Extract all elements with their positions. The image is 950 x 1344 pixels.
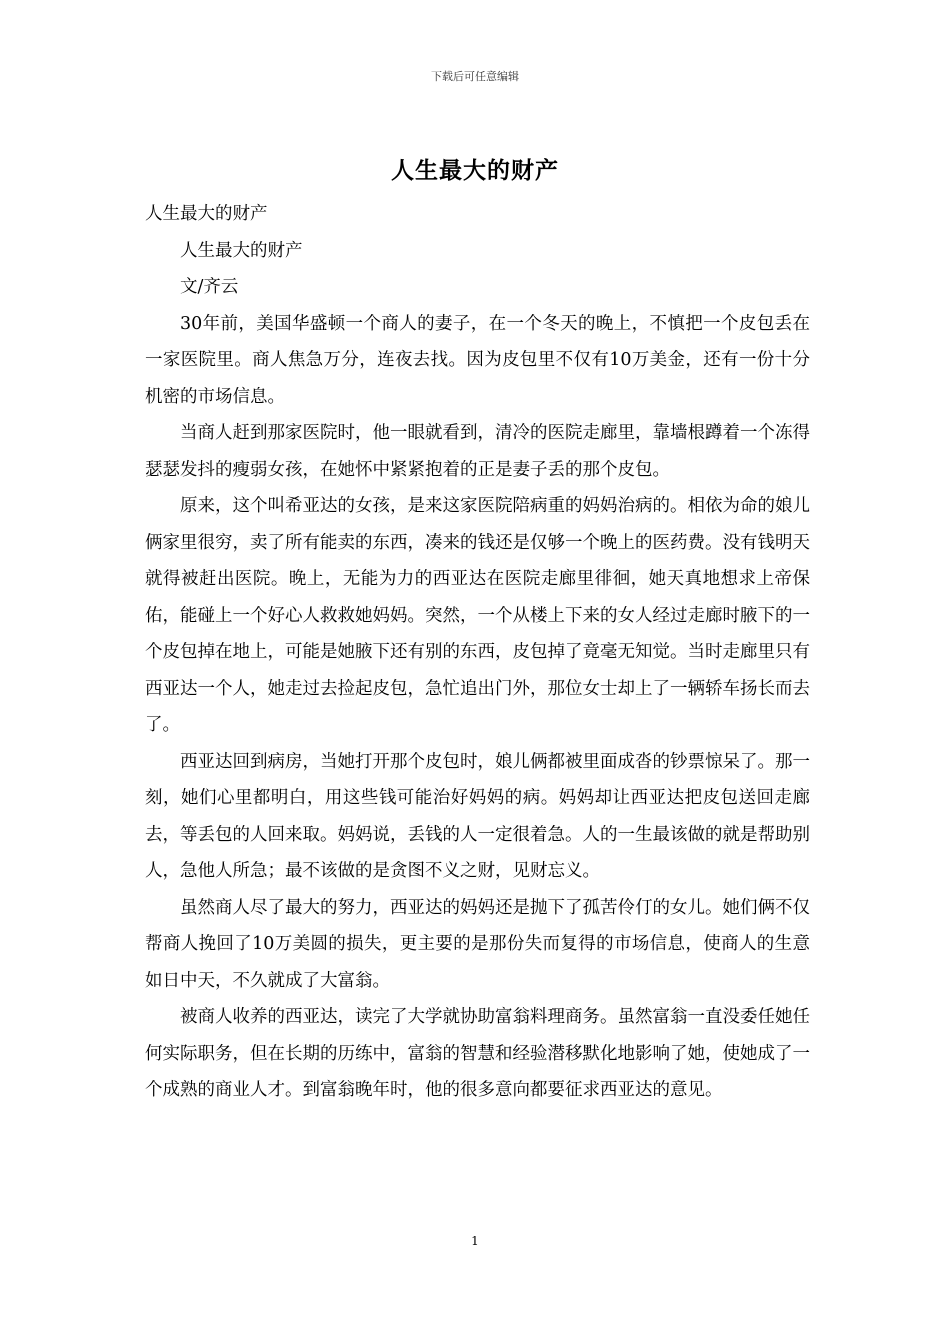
body-paragraph: 当商人赶到那家医院时，他一眼就看到，清冷的医院走廊里，靠墙根蹲着一个冻得瑟瑟发抖的瘦弱女孩，在她怀中紧紧抱着的正是妻子丢的那个皮包。	[145, 423, 810, 480]
body-paragraph: 人生最大的财产	[180, 240, 303, 261]
body-paragraph: 西亚达回到病房，当她打开那个皮包时，娘儿俩都被里面成沓的钞票惊呆了。那一刻，她们心里都明白，用这些钱可能治好妈妈的病。妈妈却让西亚达把皮包送回走廊去，等丢包的人回来取。妈妈说，丢钱的人一定很着急。人的一生最该做的就是帮助别人，急他人所急；最不该做的是贪图不义之财，见财忘义。	[145, 751, 810, 881]
body-paragraph: 被商人收养的西亚达，读完了大学就协助富翁料理商务。虽然富翁一直没委任她任何实际职务，但在长期的历练中，富翁的智慧和经验潜移默化地影响了她，使她成了一个成熟的商业人才。到富翁晚年时，他的很多意向都要征求西亚达的意见。	[145, 1007, 810, 1100]
author-line: 文/齐云	[180, 277, 239, 297]
body-paragraph: 虽然商人尽了最大的努力，西亚达的妈妈还是抛下了孤苦伶仃的女儿。她们俩不仅帮商人挽回了10万美圆的损失，更主要的是那份失而复得的市场信息，使商人的生意如日中天，不久就成了大富翁。	[145, 897, 810, 991]
page-number: 1	[471, 1234, 479, 1248]
body-paragraph: 原来，这个叫希亚达的女孩，是来这家医院陪病重的妈妈治病的。相依为命的娘儿俩家里很穷，卖了所有能卖的东西，凑来的钱还是仅够一个晚上的医药费。没有钱明天就得被赶出医院。晚上，无能为力的西亚达在医院走廊里徘徊，她天真地想求上帝保佑，能碰上一个好心人救救她妈妈。突然，一个从楼上下来的女人经过走廊时腋下的一个皮包掉在地上，可能是她腋下还有别的东西，皮包掉了竟毫无知觉。当时走廊里只有西亚达一个人，她走过去捡起皮包，急忙追出门外，那位女士却上了一辆轿车扬长而去了。	[145, 496, 810, 735]
body-paragraph: 30年前，美国华盛顿一个商人的妻子，在一个冬天的晚上，不慎把一个皮包丢在一家医院里。商人焦急万分，连夜去找。因为皮包里不仅有10万美金，还有一份十分机密的市场信息。	[145, 313, 810, 407]
header-note: 下载后可任意编辑	[431, 70, 519, 83]
body-paragraph: 人生最大的财产	[145, 204, 268, 224]
document-body	[145, 196, 810, 1109]
document-title: 人生最大的财产	[391, 157, 559, 184]
